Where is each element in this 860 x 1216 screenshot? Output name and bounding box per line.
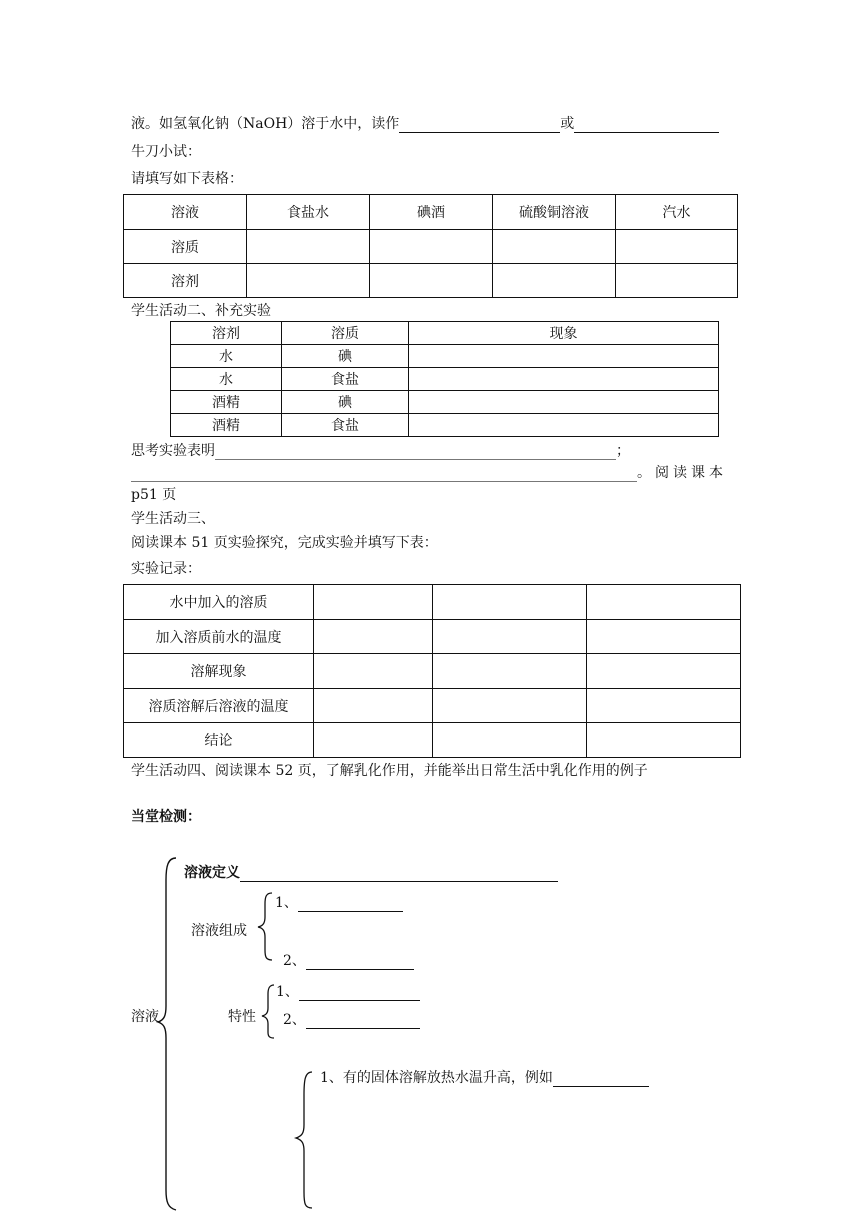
blank-property-1[interactable] [299,986,420,1001]
solvent-cell: 酒精 [171,391,282,414]
or-text: 或 [560,116,575,132]
read-suffix: 。阅读课本 [637,465,727,481]
item-number: 1、 [275,895,298,911]
activity4: 学生活动四、阅读课本 52 页，了解乳化作用，并能举出日常生活中乳化作用的例子 [131,763,648,779]
property-item-2 [283,1011,420,1029]
page-ref: p51 页 [131,487,177,503]
row-label: 结论 [124,723,314,758]
heat-item-text: 1、有的固体溶解放热水温升高，例如 [320,1070,553,1086]
solute-cell: 碘 [282,391,409,414]
table-header-cell: 现象 [409,322,719,345]
solvent-cell: 水 [171,345,282,368]
table-header-cell: 溶质 [282,322,409,345]
record-label: 实验记录： [131,561,201,577]
blank-heat-example[interactable] [553,1072,649,1087]
solute-cell: 食盐 [282,368,409,391]
item-number: 2、 [283,1012,306,1028]
table-header-cell: 硫酸铜溶液 [493,195,616,230]
trial-heading: 牛刀小试： [131,144,201,160]
heat-brace-icon [296,1072,312,1208]
composition-item-1 [275,894,403,912]
solvent-cell: 酒精 [171,414,282,437]
big-brace-icon [158,858,176,1210]
activity2-title: 学生活动二、补充实验 [131,303,271,319]
definition-label: 溶液定义 [184,865,240,881]
think-label: 思考实验表明 [131,443,215,459]
semicolon: ； [616,443,630,459]
table-header-cell: 溶剂 [171,322,282,345]
property-item-1 [276,983,420,1001]
class-test-heading: 当堂检测： [131,809,201,825]
heat-item-1 [320,1069,649,1087]
blank-composition-1[interactable] [298,897,403,912]
row-label: 溶质 [124,230,247,264]
property-brace-icon [262,985,274,1038]
activity3-instruction: 阅读课本 51 页实验探究，完成实验并填写下表： [131,535,438,551]
definition-line [184,864,558,882]
activity3-title: 学生活动三、 [131,511,215,527]
table-header-cell: 食盐水 [247,195,370,230]
solute-cell: 碘 [282,345,409,368]
blank-property-2[interactable] [306,1014,420,1029]
table-header-cell: 碘酒 [370,195,493,230]
solvent-cell: 水 [171,368,282,391]
row-label: 溶剂 [124,264,247,298]
table-header-cell: 汽水 [616,195,738,230]
fill-prompt: 请填写如下表格： [131,171,243,187]
item-number: 1、 [276,984,299,1000]
row-label: 水中加入的溶质 [124,585,314,620]
item-number: 2、 [283,953,306,969]
table-header-cell: 溶液 [124,195,247,230]
solute-cell: 食盐 [282,414,409,437]
blank-composition-2[interactable] [306,955,414,970]
composition-brace-icon [258,893,272,960]
composition-label: 溶液组成 [191,923,247,939]
row-label: 溶质溶解后溶液的温度 [124,689,314,723]
row-label: 溶解现象 [124,654,314,689]
blank-definition[interactable] [240,867,558,882]
outline-root-label: 溶液 [131,1009,159,1025]
composition-item-2 [283,952,414,970]
intro-text: 液。如氢氧化钠（NaOH）溶于水中，读作 [131,116,400,132]
property-label: 特性 [228,1009,256,1025]
row-label: 加入溶质前水的温度 [124,620,314,654]
